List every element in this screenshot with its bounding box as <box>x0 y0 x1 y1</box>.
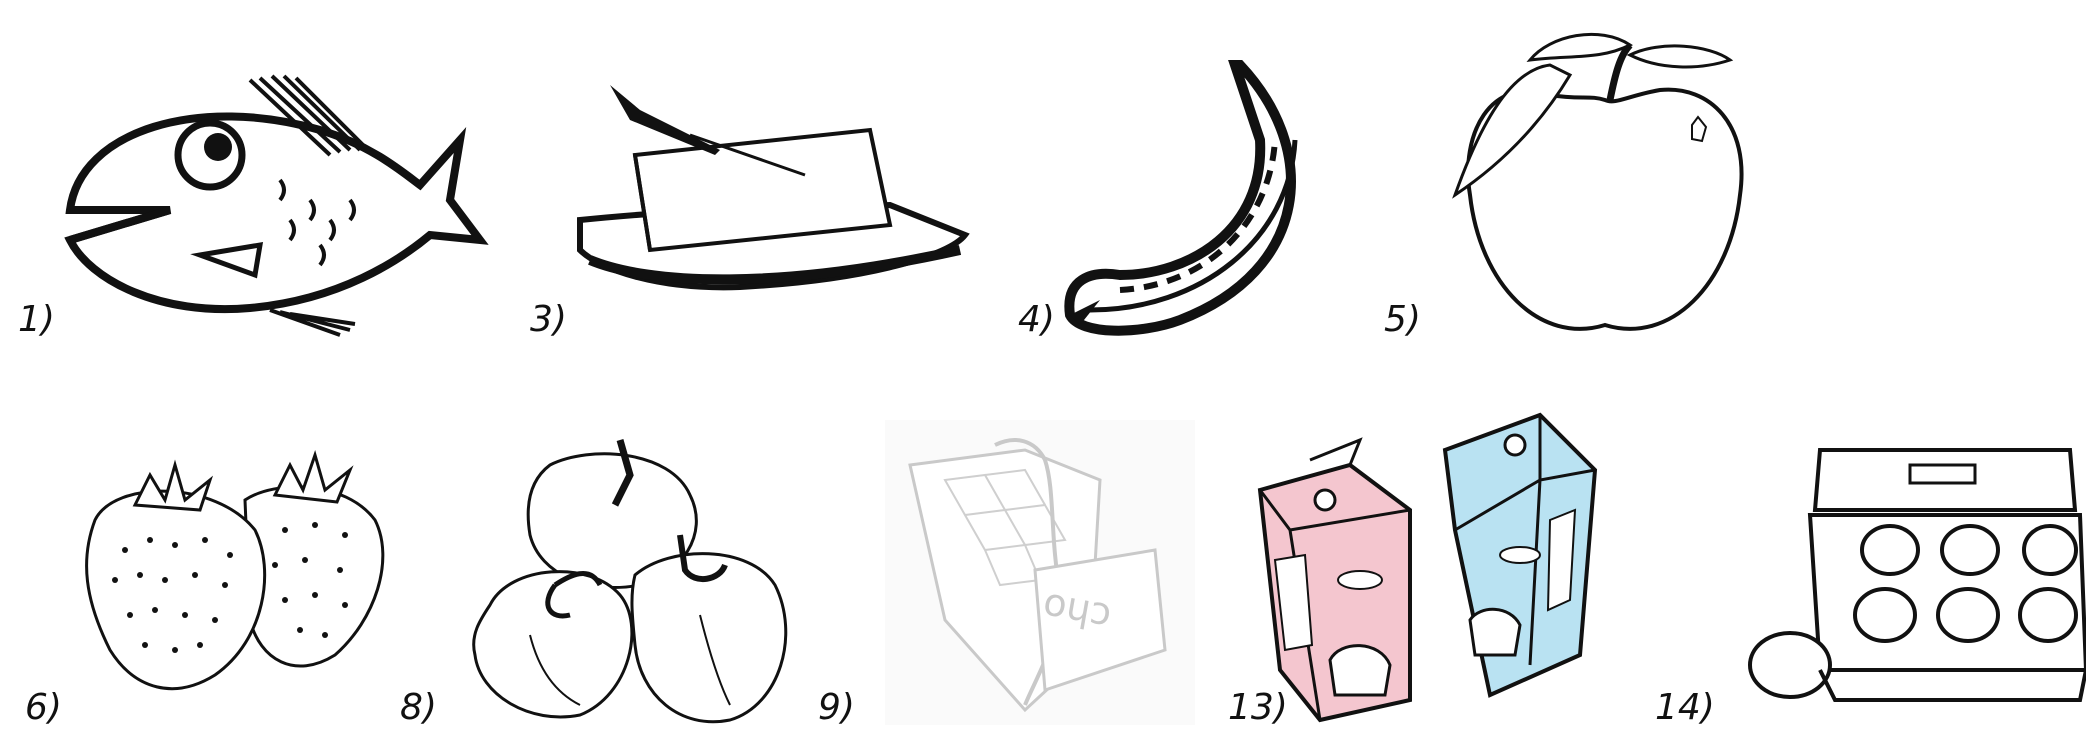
eggs-image <box>1740 440 2086 710</box>
apple-image <box>1430 15 1760 345</box>
label-milk: 13) <box>1228 687 1288 728</box>
label-peppers: 8) <box>400 687 437 728</box>
label-strawberries: 6) <box>25 687 62 728</box>
label-butter: 3) <box>530 299 567 340</box>
label-eggs: 14) <box>1655 687 1715 728</box>
strawberries-image <box>75 440 395 700</box>
label-apple: 5) <box>1384 299 1421 340</box>
label-fish: 1) <box>18 299 55 340</box>
banana-image <box>1060 60 1340 340</box>
chocolate-wrapper-text: cho <box>1039 584 1115 640</box>
label-chocolate: 9) <box>818 687 855 728</box>
butter-image <box>570 75 970 305</box>
milk-cartons-image <box>1250 410 1610 725</box>
chocolate-image <box>885 420 1195 725</box>
peppers-image <box>470 435 800 725</box>
fish-image <box>50 60 490 340</box>
label-banana: 4) <box>1018 299 1055 340</box>
